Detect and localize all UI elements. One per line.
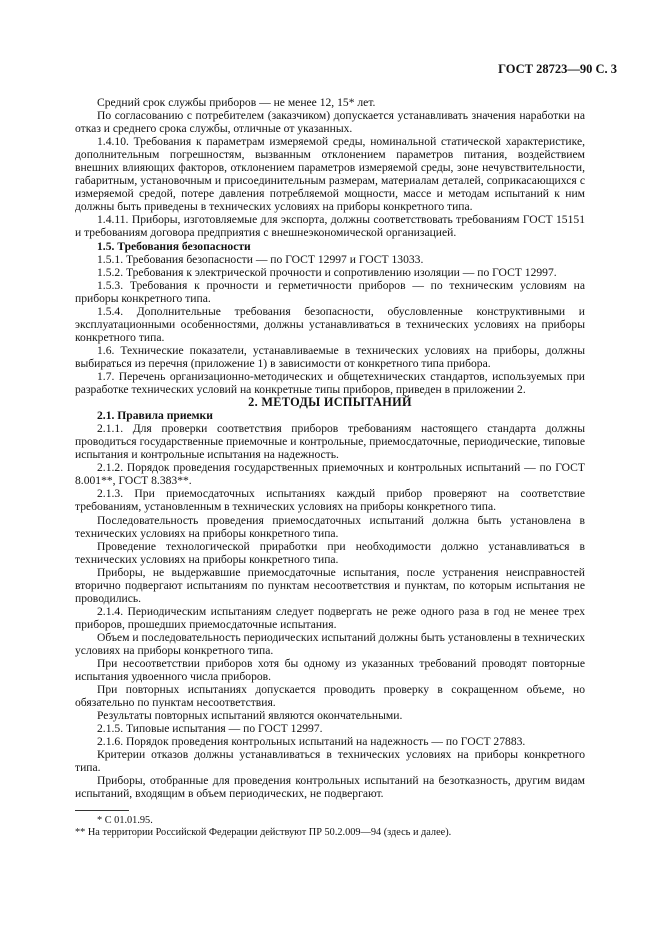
paragraph: Результаты повторных испытаний являются окончательными. [97,709,403,723]
paragraph: Объем и последовательность периодических испытаний должны быть установлены в технических условиях на приборы конкретного типа. [75,630,585,657]
paragraph: 2.1.5. Типовые испытания — по ГОСТ 12997. [97,722,323,736]
paragraph: 1.5.2. Требования к электрической прочности и сопротивлению изоляции — по ГОСТ 12997. [97,265,557,279]
footnote: ** На территории Российской Федерации действуют ПР 50.2.009—94 (здесь и далее). [75,826,452,838]
subsection-heading: 1.5. Требования безопасности [97,239,251,253]
paragraph: 1.4.11. Приборы, изготовляемые для экспорта, должны соответствовать требованиям ГОСТ 15151 и требованиям договора предприятия с внешнеэкономической организацией. [75,213,585,240]
paragraph: Последовательность проведения приемосдаточных испытаний должна быть установлена в технических условиях на приборы конкретного типа. [75,513,585,540]
paragraph: 1.7. Перечень организационно-методических и общетехнических стандартов, используемых при разработке технических условий на конкретные типы приборов, приведен в приложении 2. [75,369,585,397]
paragraph: При повторных испытаниях допускается проводить проверку в сокращенном объеме, но обязательно по пунктам несоответствия. [75,683,585,710]
footnote: * С 01.01.95. [97,814,153,826]
paragraph: 2.1.3. При приемосдаточных испытаниях каждый прибор проверяют на соответствие требованиям, установленным в технических условиях на приборы конкретного типа. [75,487,585,514]
paragraph: По согласованию с потребителем (заказчиком) допускается устанавливать значения наработки на отказ и среднего срока службы, отличные от указанных. [75,109,585,136]
footnote-divider [75,810,129,811]
paragraph: 2.1.2. Порядок проведения государственных приемочных и контрольных испытаний — по ГОСТ 8.001**, ГОСТ 8.383**. [75,461,585,488]
paragraph: Средний срок службы приборов — не менее 12, 15* лет. [97,96,376,109]
paragraph: 1.5.1. Требования безопасности — по ГОСТ 12997 и ГОСТ 13033. [97,252,424,266]
paragraph: 1.4.10. Требования к параметрам измеряемой среды, номинальной статической характеристике, дополнительным погрешностям, вызванным отклонением параметров питания, воздействием внешних влияющих факторов, отклонением параметров измеряемой среды, зоне нечувствительности, габаритным, установочным и присоединительным размерам, материалам деталей, соприкасающихся с измеряемой средой, потере давления потребляемой мощности, массе и методам испытаний к ним должны быть приведены в технических условиях на приборы конкретного типа. [75,135,585,214]
document-body [75,96,585,839]
subsection-heading: 2.1. Правила приемки [97,409,213,423]
section-title: 2. МЕТОДЫ ИСПЫТАНИЙ [248,395,412,410]
paragraph: 2.1.4. Периодическим испытаниям следует подвергать не реже одного раза в год не менее трех приборов, прошедших приемосдаточные испытания. [75,604,585,631]
paragraph: При несоответствии приборов хотя бы одному из указанных требований проводят повторные испытания удвоенного числа приборов. [75,657,585,684]
paragraph: 2.1.1. Для проверки соответствия приборов требованиям настоящего стандарта должны проводиться государственные приемочные и контрольные, приемосдаточные, периодические, типовые испытания и контрольные испытания на надежность. [75,422,585,462]
paragraph: Проведение технологической приработки при необходимости должно устанавливаться в технических условиях на приборы конкретного типа. [75,539,585,566]
paragraph: Приборы, не выдержавшие приемосдаточные испытания, после устранения неисправностей вторично подвергают испытаниям по пунктам несоответствия и пунктам, по которым испытания не проводились. [75,565,585,605]
paragraph: 1.5.4. Дополнительные требования безопасности, обусловленные конструктивными и эксплуатационными особенностями, должны устанавливаться в технических условиях на приборы конкретного типа. [75,304,585,344]
paragraph: 2.1.6. Порядок проведения контрольных испытаний на надежность — по ГОСТ 27883. [97,735,526,749]
page-header: ГОСТ 28723—90 С. 3 [498,62,617,76]
paragraph: Критерии отказов должны устанавливаться в технических условиях на приборы конкретного типа. [75,748,585,775]
paragraph: 1.6. Технические показатели, устанавливаемые в технических условиях на приборы, должны выбираться из перечня (приложение 1) в зависимости от конкретного типа прибора. [75,343,585,370]
paragraph: 1.5.3. Требования к прочности и герметичности приборов — по техническим условиям на приборы конкретного типа. [75,278,585,305]
paragraph: Приборы, отобранные для проведения контрольных испытаний на безотказность, другим видам испытаний, входящим в объем периодических, не подвергают. [75,774,585,801]
